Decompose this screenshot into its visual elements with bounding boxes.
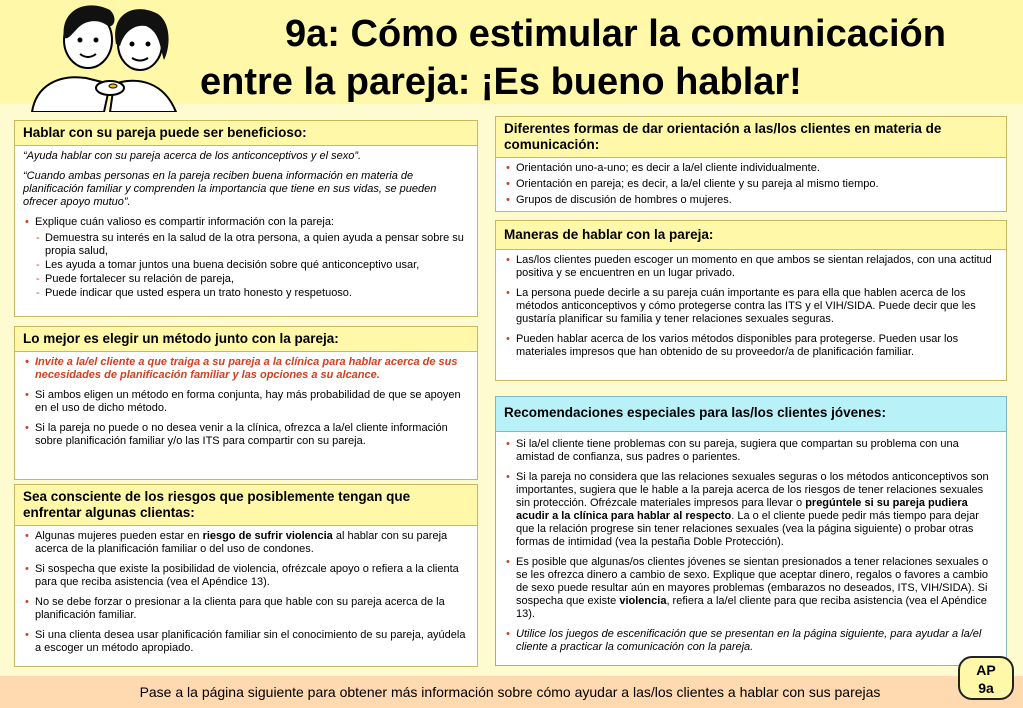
list-item: • Pueden hablar acerca de los varios métodos disponibles para protegerse. Pueden usar los materiales impresos que han obtenido de su proveedor/a de planificación familiar.	[504, 333, 998, 359]
list-item: - Les ayuda a tomar juntos una buena decisión sobre qué anticonceptivo usar,	[23, 259, 469, 272]
counseling-forms-box	[495, 116, 1007, 212]
couple-illustration	[14, 0, 194, 112]
list-item: • Grupos de discusión de hombres o mujeres.	[504, 194, 998, 207]
youth-recommendations-heading: Recomendaciones especiales para las/los clientes jóvenes:	[496, 397, 1006, 432]
list-item: • Si una clienta desea usar planificación familiar sin el conocimiento de su pareja, ayúdela a escoger un método apropiado.	[23, 629, 469, 655]
counseling-forms-heading: Diferentes formas de dar orientación a las/los clientes en materia de comunicación:	[496, 117, 1006, 158]
title-line-1: 9a: Cómo estimular la comunicación	[285, 13, 946, 55]
list-item: • Si la pareja no puede o no desea venir a la clínica, ofrezca a la/el cliente información sobre planificación familiar y/o las ITS para compartir con su pareja.	[23, 422, 469, 448]
quote-1: “Ayuda hablar con su pareja acerca de los anticonceptivos y el sexo”.	[23, 150, 362, 162]
badge-line-2: 9a	[978, 680, 994, 696]
youth-recommendations-box	[495, 396, 1007, 666]
list-item: - Demuestra su interés en la salud de la otra persona, a quien ayuda a pensar sobre su propia salud,	[23, 232, 469, 258]
benefits-heading: Hablar con su pareja puede ser beneficioso:	[15, 121, 477, 146]
risks-box	[14, 484, 478, 667]
badge-line-1: AP	[976, 662, 996, 678]
footer-band	[0, 676, 1023, 708]
ask-partner-emphasis: pregúntele si su pareja pudiera acudir a la clínica para hablar al respecto	[516, 497, 968, 522]
list-item: • Si ambos eligen un método en forma conjunta, hay más probabilidad de que se apoyen en el uso de dicho método.	[23, 389, 469, 415]
violence-emphasis: violencia	[619, 595, 667, 607]
page-title	[198, 10, 998, 106]
list-item: • Algunas mujeres pueden estar en riesgo de sufrir violencia al hablar con su pareja acerca de la planificación familiar o del uso de condones.	[23, 530, 469, 556]
list-item: • La persona puede decirle a su pareja cuán importante es para ella que hablen acerca de los métodos anticonceptivos y cómo protegerse contra las ITS y el VIH/SIDA. Puede decir que les gustaría planificar su familia y tener relaciones sexuales seguras.	[504, 287, 998, 326]
list-item: • Invite a la/el cliente a que traiga a su pareja a la clínica para hablar acerca de sus necesidades de planificación familiar y las opciones a su alcance.	[23, 356, 469, 382]
list-item: • Es posible que algunas/os clientes jóvenes se sientan presionados a tener relaciones sexuales o se les ofrezca dinero a cambio de sexo. Explique que aceptar dinero, regalos o favores a cambio de sexo puede resultar aún en mayores problemas (embarazos no deseados, ITS, VIH/SIDA). Si sospecha que existe violencia, refiera a la/el cliente para que reciba asistencia (vea el Apéndice 13).	[504, 556, 998, 621]
list-item: • Si la pareja no considera que las relaciones sexuales seguras o los métodos anticonceptivos son importantes, sugiera que le hable a la pareja acerca de los riesgos de tener relaciones sexuales sin protección. Ofrézcale materiales impresos para llevar o pregúntele si su pareja pudiera acudir a la clínica para hablar al respecto. La o el cliente puede pedir más tiempo para dejar que la relación progrese sin tener relaciones sexuales (vea la página siguiente) o probar otras formas de intimidad (vea la pestaña Doble Protección).	[504, 471, 998, 549]
list-item: - Puede indicar que usted espera un trato honesto y respetuoso.	[23, 287, 469, 300]
ways-to-talk-heading: Maneras de hablar con la pareja:	[496, 221, 1006, 250]
list-item: - Puede fortalecer su relación de pareja,	[23, 273, 469, 286]
choose-method-heading: Lo mejor es elegir un método junto con la pareja:	[15, 327, 477, 352]
list-item: • Orientación uno-a-uno; es decir a la/el cliente individualmente.	[504, 162, 998, 175]
list-item: • Utilice los juegos de escenificación que se presentan en la página siguiente, para ayudar a la/el cliente a practicar la comunicación con la pareja.	[504, 628, 998, 654]
benefits-box	[14, 120, 478, 317]
violence-risk-emphasis: riesgo de sufrir violencia	[202, 530, 333, 542]
list-item: • Orientación en pareja; es decir, a la/el cliente y su pareja al mismo tiempo.	[504, 178, 998, 191]
list-item: • No se debe forzar o presionar a la clienta para que hable con su pareja acerca de la planificación familiar.	[23, 596, 469, 622]
ways-to-talk-box	[495, 220, 1007, 381]
title-line-2: entre la pareja: ¡Es bueno hablar!	[200, 61, 802, 103]
quote-2: “Cuando ambas personas en la pareja reciben buena información en materia de planificación familiar y comprenden la importancia que tiene en sus vidas, se pueden ofrecer apoyo mutuo”.	[23, 170, 437, 208]
list-item: • Las/los clientes pueden escoger un momento en que ambos se sientan relajados, con una actitud positiva y se encuentren en un lugar privado.	[504, 254, 998, 280]
footer-text: Pase a la página siguiente para obtener más información sobre cómo ayudar a las/los clientes a hablar con sus parejas	[139, 684, 881, 700]
list-item: • Si sospecha que existe la posibilidad de violencia, ofrézcale apoyo o refiera a la clienta para que reciba asistencia (vea el Apéndice 13).	[23, 563, 469, 589]
list-item: • Explique cuán valioso es compartir información con la pareja:	[23, 216, 469, 229]
appendix-tab-badge[interactable]	[958, 656, 1014, 700]
choose-method-box	[14, 326, 478, 480]
list-item: • Si la/el cliente tiene problemas con su pareja, sugiera que compartan su problema con una amistad de confianza, sus padres o parientes.	[504, 438, 998, 464]
risks-heading: Sea consciente de los riesgos que posiblemente tengan que enfrentar algunas clientas:	[15, 485, 477, 526]
